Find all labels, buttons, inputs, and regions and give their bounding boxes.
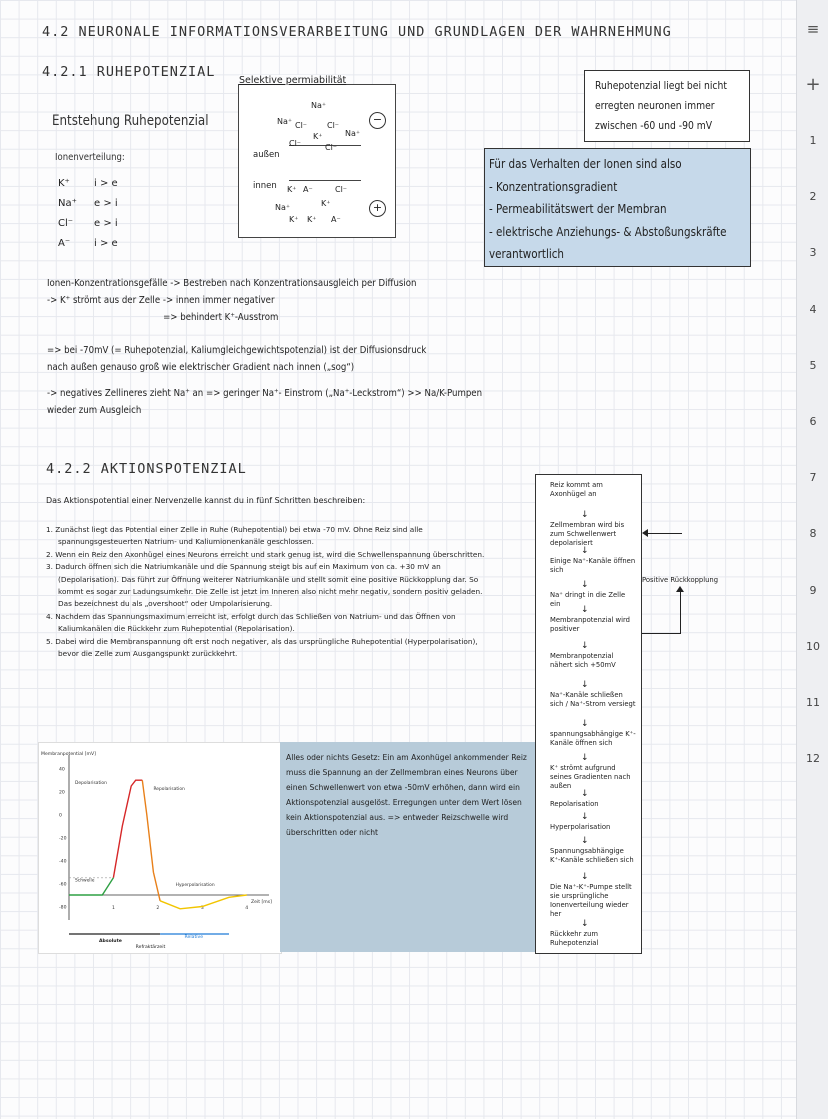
ion-relation: i > e bbox=[94, 238, 118, 249]
flow-arrow-icon: ↓ bbox=[581, 641, 589, 651]
ion-label: Na⁺ bbox=[311, 101, 327, 110]
page-thumbnail-12[interactable]: 12 bbox=[806, 752, 820, 766]
flow-step: Hyperpolarisation bbox=[550, 823, 611, 831]
page-thumbnail-7[interactable]: 7 bbox=[809, 471, 817, 485]
chart-svg bbox=[39, 743, 281, 953]
text-line: => bei -70mV (= Ruhepotenzial, Kaliumgleichgewichtspotenzial) ist der Diffusionsdruck bbox=[47, 345, 427, 356]
flow-step: Repolarisation bbox=[550, 800, 599, 808]
page-thumbnail-2[interactable]: 2 bbox=[809, 190, 817, 204]
ruhepotenzial-note-box bbox=[584, 70, 750, 142]
series-hyperpolarisation bbox=[160, 895, 249, 912]
minus-charge-icon: − bbox=[369, 112, 386, 129]
blue-box-line: - Konzentrationsgradient bbox=[489, 178, 618, 194]
annotation-depolarisation: Depolarisation bbox=[75, 781, 107, 787]
text-line: nach außen genauso groß wie elektrischer Gradient nach innen („sog“) bbox=[47, 362, 355, 373]
note-text: Ruhepotenzial liegt bei nicht erregten neuronen immer zwischen -60 und -90 mV bbox=[595, 80, 727, 132]
y-tick-label: -40 bbox=[59, 859, 67, 865]
text-line: => behindert K⁺-Ausstrom bbox=[163, 312, 279, 323]
ionen-verhalten-box bbox=[484, 148, 751, 267]
ion-label: Na⁺ bbox=[277, 117, 293, 126]
innen-label: innen bbox=[253, 181, 277, 191]
ion-label: Cl⁻ bbox=[327, 121, 340, 130]
ion-row bbox=[58, 238, 138, 258]
subsection-heading-aktionspotenzial: 4.2.2 AKTIONSPOTENZIAL bbox=[46, 461, 247, 477]
flow-arrow-icon: ↓ bbox=[581, 719, 589, 729]
flow-step: Membranpotenzial nähert sich +50mV bbox=[550, 652, 616, 669]
ion-label: Na⁺ bbox=[345, 129, 361, 138]
feedback-uparrow-icon bbox=[676, 586, 684, 592]
blue-box-line: verantwortlich bbox=[489, 246, 565, 261]
blue-box-line: - elektrische Anziehungs- & Abstoßungskräfte bbox=[489, 223, 727, 239]
ion-label: K⁺ bbox=[313, 132, 323, 141]
flow-step: Na⁺ dringt in die Zelle ein bbox=[550, 591, 626, 608]
y-axis-label: Membranpotential [mV] bbox=[41, 752, 96, 757]
ion-label: A⁻ bbox=[303, 185, 313, 194]
flow-step: K⁺ strömt aufgrund seines Gradienten nach außen bbox=[550, 764, 631, 790]
flow-step: Rückkehr zum Ruhepotenzial bbox=[550, 930, 599, 947]
flow-arrow-icon: ↓ bbox=[581, 836, 589, 846]
y-tick-label: 0 bbox=[59, 813, 62, 819]
ionen-label: Ionenverteilung: bbox=[55, 152, 125, 163]
flow-step: Membranpotenzial wird positiver bbox=[550, 616, 630, 633]
flow-step: Na⁺-Kanäle schließen sich / Na⁺-Strom versiegt bbox=[550, 691, 636, 708]
feedback-label: Positive Rückkopplung bbox=[642, 576, 719, 584]
flow-arrow-icon: ↓ bbox=[581, 753, 589, 763]
aktionspotenzial-flowchart bbox=[535, 474, 642, 954]
blue-box-line: Für das Verhalten der Ionen sind also bbox=[489, 156, 682, 171]
y-tick-label: -60 bbox=[59, 882, 67, 888]
step-item: 4. Nachdem das Spannungsmaximum erreicht ist, erfolgt durch das Schließen von Natrium- und das Öffnen von Kaliumkanälen die Rückkehr zum Ruhepotential (Repolarisation). bbox=[46, 611, 456, 634]
page-thumbnail-3[interactable]: 3 bbox=[809, 246, 817, 260]
ion-label: Cl⁻ bbox=[295, 121, 308, 130]
ion-symbol: Na⁺ bbox=[58, 198, 77, 209]
flow-arrow-icon: ↓ bbox=[581, 580, 589, 590]
text-line: wieder zum Ausgleich bbox=[47, 405, 142, 416]
text-line: Ionen-Konzentrationsgefälle -> Bestreben nach Konzentrationsausgleich per Diffusion bbox=[47, 278, 417, 289]
flow-step: Zellmembran wird bis zum Schwellenwert depolarisiert bbox=[550, 521, 625, 547]
feedback-loop bbox=[642, 530, 719, 635]
flow-arrow-icon: ↓ bbox=[581, 919, 589, 929]
flow-arrow-icon: ↓ bbox=[581, 789, 589, 799]
alles-oder-nichts-text: Alles oder nichts Gesetz: Ein am Axonhügel ankommender Reiz muss die Spannung an der Zellmembran eines Neurons über einen Schwellenwert von etwa -50mV erhöhen, dann wird ein Aktionspotenzial ausgelöst. Erregungen unter dem Wert lösen kein Aktionspotenzial aus. => entweder Reizschwelle wird überschritten oder nicht bbox=[286, 753, 527, 837]
plus-charge-icon: + bbox=[369, 200, 386, 217]
x-axis-label: Zeit [ms] bbox=[251, 900, 272, 906]
text-line: -> K⁺ strömt aus der Zelle -> innen immer negativer bbox=[47, 295, 275, 306]
text-line: -> negatives Zellineres zieht Na⁺ an => geringer Na⁺- Einstrom („Na⁺-Leckstrom“) >> Na/K-Pumpen bbox=[47, 388, 483, 399]
aktionspotenzial-steps bbox=[46, 524, 486, 660]
flow-arrow-icon: ↓ bbox=[581, 812, 589, 822]
feedback-line-bottom bbox=[642, 633, 680, 634]
y-tick-label: 20 bbox=[59, 790, 65, 796]
series-repolarisation bbox=[142, 780, 160, 901]
ion-label: Cl⁻ bbox=[289, 139, 302, 148]
ion-symbol: A⁻ bbox=[58, 238, 71, 249]
step-item: 3. Dadurch öffnen sich die Natriumkanäle und die Spannung steigt bis auf ein Maximum von ca. +30 mV an (Depolarisation). Das führt zur Öffnung weiterer Natriumkanäle und stellt somit eine positive Rückkopplung dar. So kommt es sogar zur Ladungsumkehr. Die Zelle ist jetzt im Inneren also nicht mehr negativ, sondern positiv geladen. Das bezeichnest du als „overshoot“ oder Umpolarisierung. bbox=[46, 562, 483, 609]
ion-symbol: Cl⁻ bbox=[58, 218, 74, 229]
ion-row bbox=[58, 218, 138, 238]
alles-oder-nichts-box bbox=[280, 742, 538, 952]
ion-label: A⁻ bbox=[331, 215, 341, 224]
flow-arrow-icon: ↓ bbox=[581, 872, 589, 882]
flow-arrow-icon: ↓ bbox=[581, 680, 589, 690]
y-tick-label: -20 bbox=[59, 836, 67, 842]
annotation-repolarisation: Repolarisation bbox=[153, 786, 185, 792]
refraktaerzeit-label: Refraktärzeit bbox=[135, 945, 166, 950]
flow-step: Die Na⁺-K⁺-Pumpe stellt sie ursprüngliche Ionenverteilung wieder her bbox=[550, 883, 632, 918]
page-thumbnail-6[interactable]: 6 bbox=[809, 415, 817, 428]
ion-row bbox=[58, 198, 138, 218]
ion-table bbox=[58, 178, 138, 258]
page-sidebar bbox=[796, 0, 828, 1119]
relative-label: Relative bbox=[184, 935, 204, 940]
aktionspotenzial-chart bbox=[38, 742, 282, 954]
page-thumbnail-10[interactable]: 10 bbox=[806, 639, 820, 653]
ion-label: K⁺ bbox=[307, 215, 317, 224]
text-block-leckstrom bbox=[47, 385, 482, 419]
page-thumbnail-5[interactable]: 5 bbox=[809, 358, 817, 372]
aktionspotenzial-intro: Das Aktionspotential einer Nervenzelle kannst du in fünf Schritten beschreiben: bbox=[46, 496, 366, 505]
text-block-diffusionsdruck bbox=[47, 342, 426, 376]
flow-arrow-icon: ↓ bbox=[581, 546, 589, 556]
text-block-konzentration bbox=[47, 275, 416, 326]
page-thumbnail-8[interactable]: 8 bbox=[809, 527, 817, 541]
entstehung-title: Entstehung Ruhepotenzial bbox=[52, 113, 209, 129]
page-thumbnail-11[interactable]: 11 bbox=[806, 696, 820, 709]
annotation-hyperpolarisation: Hyperpolarisation bbox=[175, 882, 215, 888]
x-tick-label: 4 bbox=[245, 906, 249, 912]
ion-label: Cl⁻ bbox=[325, 143, 338, 152]
flow-step: Spannungsabhängige K⁺-Kanäle schließen sich bbox=[550, 847, 634, 864]
ion-label: Cl⁻ bbox=[335, 185, 348, 194]
step-item: 2. Wenn ein Reiz den Axonhügel eines Neurons erreicht und stark genug ist, wird die Schwellenspannung überschritten. bbox=[46, 549, 485, 559]
x-tick-label: 3 bbox=[200, 906, 204, 912]
page-thumbnail-4[interactable]: 4 bbox=[809, 302, 817, 316]
absolute-label: Absolute bbox=[99, 939, 122, 944]
step-item: 1. Zunächst liegt das Potential einer Zelle in Ruhe (Ruhepotential) bei etwa -70 mV. Ohne Reiz sind alle spannungsgesteuerten Natrium- und Kaliumionenkanäle geschlossen. bbox=[46, 525, 423, 547]
ion-label: Na⁺ bbox=[275, 203, 291, 212]
feedback-arrowhead-icon bbox=[642, 529, 648, 537]
add-page-icon[interactable]: + bbox=[805, 74, 821, 95]
ion-row bbox=[58, 178, 138, 198]
step-item: 5. Dabei wird die Membranspannung oft erst noch negativer, als das ursprüngliche Ruhepotential (Hyperpolarisation), bevor die Zelle zum Ausgangspunkt zurückkehrt. bbox=[46, 636, 478, 659]
ion-relation: e > i bbox=[94, 198, 118, 209]
annotation-schwelle: Schwelle bbox=[75, 878, 95, 884]
feedback-line-vertical bbox=[680, 590, 681, 634]
membrane-line-bottom bbox=[289, 180, 361, 181]
series-depolarisation bbox=[113, 780, 142, 878]
feedback-line-top bbox=[646, 533, 682, 534]
flow-step: Einige Na⁺-Kanäle öffnen sich bbox=[550, 557, 636, 574]
section-title: 4.2 NEURONALE INFORMATIONSVERARBEITUNG UND GRUNDLAGEN DER WAHRNEHMUNG bbox=[42, 24, 672, 40]
ion-label: K⁺ bbox=[321, 199, 331, 208]
flow-step: Reiz kommt am Axonhügel an bbox=[550, 481, 603, 498]
blue-box-line: - Permeabilitätswert der Membran bbox=[489, 201, 667, 216]
page-thumbnail-9[interactable]: 9 bbox=[809, 583, 817, 597]
ion-label: K⁺ bbox=[287, 185, 297, 194]
membrane-diagram bbox=[238, 75, 396, 238]
ion-symbol: K⁺ bbox=[58, 178, 70, 189]
menu-icon[interactable]: ≡ bbox=[806, 20, 820, 38]
flow-arrow-icon: ↓ bbox=[581, 510, 589, 520]
ion-relation: i > e bbox=[94, 178, 118, 189]
y-tick-label: 40 bbox=[59, 767, 65, 773]
ion-relation: e > i bbox=[94, 218, 118, 229]
subsection-heading-ruhepotenzial: 4.2.1 RUHEPOTENZIAL bbox=[42, 64, 216, 80]
ion-label: K⁺ bbox=[289, 215, 299, 224]
page-thumbnail-1[interactable]: 1 bbox=[809, 134, 817, 147]
flow-arrow-icon: ↓ bbox=[581, 605, 589, 615]
y-tick-label: -80 bbox=[59, 905, 67, 911]
aussen-label: außen bbox=[253, 150, 280, 160]
flow-step: spannungsabhängige K⁺-Kanäle öffnen sich bbox=[550, 730, 636, 747]
x-tick-label: 1 bbox=[111, 906, 115, 912]
membrane-title: Selektive permiabilität bbox=[239, 75, 347, 86]
x-tick-label: 2 bbox=[156, 906, 160, 912]
